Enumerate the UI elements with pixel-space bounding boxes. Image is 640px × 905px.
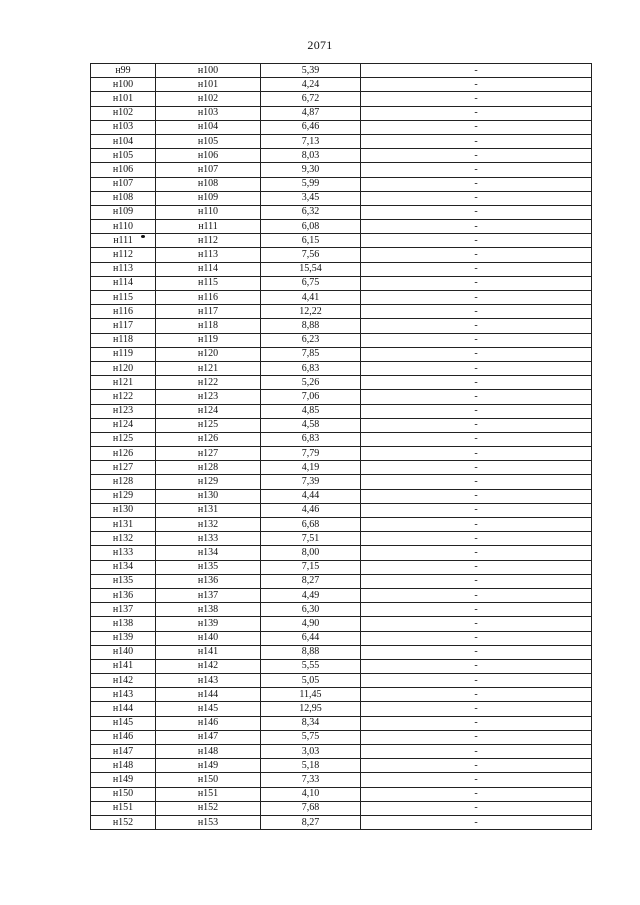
from-point-cell: н149	[91, 773, 156, 787]
from-point-cell: н128	[91, 475, 156, 489]
to-point-cell: н150	[156, 773, 261, 787]
table-row	[91, 518, 592, 532]
table-row	[91, 376, 592, 390]
note-cell: -	[361, 702, 592, 716]
table-row	[91, 801, 592, 815]
to-point-cell: н120	[156, 347, 261, 361]
to-point-cell: н133	[156, 532, 261, 546]
note-cell: -	[361, 815, 592, 829]
to-point-cell: н127	[156, 447, 261, 461]
distance-cell: 6,75	[261, 276, 361, 290]
note-cell: -	[361, 518, 592, 532]
from-point-cell: н110	[91, 220, 156, 234]
table-row	[91, 659, 592, 673]
distance-cell: 6,46	[261, 120, 361, 134]
from-point-cell: н150	[91, 787, 156, 801]
from-point-cell: н106	[91, 163, 156, 177]
table-row	[91, 220, 592, 234]
distance-cell: 6,30	[261, 603, 361, 617]
distance-cell: 4,58	[261, 418, 361, 432]
page-number: 2071	[307, 38, 333, 52]
distance-cell: 15,54	[261, 262, 361, 276]
to-point-cell: н102	[156, 92, 261, 106]
to-point-cell: н105	[156, 134, 261, 148]
note-cell: -	[361, 220, 592, 234]
distance-cell: 6,08	[261, 220, 361, 234]
note-cell: -	[361, 134, 592, 148]
distance-cell: 5,39	[261, 64, 361, 78]
note-cell: -	[361, 291, 592, 305]
from-point-cell: н118	[91, 333, 156, 347]
table-row	[91, 447, 592, 461]
table-row	[91, 603, 592, 617]
table-row	[91, 234, 592, 248]
from-point-cell: н129	[91, 489, 156, 503]
to-point-cell: н118	[156, 319, 261, 333]
note-cell: -	[361, 432, 592, 446]
from-point-cell: н103	[91, 120, 156, 134]
table-row	[91, 191, 592, 205]
to-point-cell: н122	[156, 376, 261, 390]
distance-cell: 8,03	[261, 149, 361, 163]
note-cell: -	[361, 475, 592, 489]
distance-cell: 8,88	[261, 645, 361, 659]
from-point-cell: н136	[91, 588, 156, 602]
note-cell: -	[361, 588, 592, 602]
note-cell: -	[361, 276, 592, 290]
from-point-cell: н119	[91, 347, 156, 361]
to-point-cell: н138	[156, 603, 261, 617]
distance-cell: 7,15	[261, 560, 361, 574]
to-point-cell: н128	[156, 461, 261, 475]
note-cell: -	[361, 532, 592, 546]
note-cell: -	[361, 730, 592, 744]
to-point-cell: н100	[156, 64, 261, 78]
from-point-cell: н99	[91, 64, 156, 78]
note-cell: -	[361, 418, 592, 432]
table-row	[91, 787, 592, 801]
to-point-cell: н116	[156, 291, 261, 305]
to-point-cell: н106	[156, 149, 261, 163]
distance-cell: 5,18	[261, 759, 361, 773]
note-cell: -	[361, 404, 592, 418]
table-row	[91, 319, 592, 333]
to-point-cell: н109	[156, 191, 261, 205]
note-cell: -	[361, 674, 592, 688]
to-point-cell: н149	[156, 759, 261, 773]
table-row	[91, 645, 592, 659]
from-point-cell: н137	[91, 603, 156, 617]
from-point-cell: н148	[91, 759, 156, 773]
table-row	[91, 134, 592, 148]
note-cell: -	[361, 333, 592, 347]
from-point-cell: н135	[91, 574, 156, 588]
note-cell: -	[361, 759, 592, 773]
to-point-cell: н141	[156, 645, 261, 659]
to-point-cell: н129	[156, 475, 261, 489]
note-cell: -	[361, 92, 592, 106]
note-cell: -	[361, 234, 592, 248]
from-point-cell: н122	[91, 390, 156, 404]
table-row	[91, 248, 592, 262]
from-point-cell: н107	[91, 177, 156, 191]
to-point-cell: н115	[156, 276, 261, 290]
note-cell: -	[361, 716, 592, 730]
to-point-cell: н153	[156, 815, 261, 829]
distance-cell: 4,10	[261, 787, 361, 801]
distance-cell: 6,68	[261, 518, 361, 532]
to-point-cell: н143	[156, 674, 261, 688]
note-cell: -	[361, 461, 592, 475]
from-point-cell: н125	[91, 432, 156, 446]
note-cell: -	[361, 64, 592, 78]
note-cell: -	[361, 447, 592, 461]
distance-cell: 5,75	[261, 730, 361, 744]
to-point-cell: н111	[156, 220, 261, 234]
note-cell: -	[361, 191, 592, 205]
to-point-cell: н130	[156, 489, 261, 503]
distance-cell: 4,46	[261, 503, 361, 517]
from-point-cell: н134	[91, 560, 156, 574]
from-point-cell: н113	[91, 262, 156, 276]
from-point-cell: н100	[91, 78, 156, 92]
note-cell: -	[361, 120, 592, 134]
distance-cell: 6,44	[261, 631, 361, 645]
distance-cell: 4,41	[261, 291, 361, 305]
note-cell: -	[361, 305, 592, 319]
from-point-cell: н108	[91, 191, 156, 205]
distance-cell: 11,45	[261, 688, 361, 702]
from-point-cell: н131	[91, 518, 156, 532]
to-point-cell: н131	[156, 503, 261, 517]
distance-cell: 4,90	[261, 617, 361, 631]
table-row	[91, 64, 592, 78]
note-cell: -	[361, 347, 592, 361]
distance-cell: 6,72	[261, 92, 361, 106]
table-row	[91, 432, 592, 446]
to-point-cell: н113	[156, 248, 261, 262]
distance-cell: 6,15	[261, 234, 361, 248]
distance-cell: 7,39	[261, 475, 361, 489]
distance-cell: 7,68	[261, 801, 361, 815]
distance-cell: 7,33	[261, 773, 361, 787]
table-row	[91, 404, 592, 418]
to-point-cell: н101	[156, 78, 261, 92]
table-row	[91, 120, 592, 134]
note-cell: -	[361, 376, 592, 390]
from-point-cell: н117	[91, 319, 156, 333]
from-point-cell: н141	[91, 659, 156, 673]
table-row	[91, 588, 592, 602]
from-point-cell: н145	[91, 716, 156, 730]
distance-cell: 7,13	[261, 134, 361, 148]
from-point-cell: н120	[91, 361, 156, 375]
table-row	[91, 475, 592, 489]
from-point-cell: н142	[91, 674, 156, 688]
distance-cell: 8,27	[261, 574, 361, 588]
to-point-cell: н119	[156, 333, 261, 347]
distance-cell: 7,06	[261, 390, 361, 404]
note-cell: -	[361, 489, 592, 503]
table-row	[91, 305, 592, 319]
distance-cell: 6,32	[261, 205, 361, 219]
table-row	[91, 674, 592, 688]
to-point-cell: н148	[156, 745, 261, 759]
note-cell: -	[361, 248, 592, 262]
table-row	[91, 560, 592, 574]
distance-cell: 4,87	[261, 106, 361, 120]
table-row	[91, 617, 592, 631]
to-point-cell: н137	[156, 588, 261, 602]
to-point-cell: н108	[156, 177, 261, 191]
note-cell: -	[361, 106, 592, 120]
to-point-cell: н146	[156, 716, 261, 730]
note-cell: -	[361, 787, 592, 801]
to-point-cell: н145	[156, 702, 261, 716]
from-point-cell: н133	[91, 546, 156, 560]
distance-cell: 8,27	[261, 815, 361, 829]
to-point-cell: н107	[156, 163, 261, 177]
table-row	[91, 759, 592, 773]
from-point-cell: н126	[91, 447, 156, 461]
note-cell: -	[361, 659, 592, 673]
note-cell: -	[361, 688, 592, 702]
table-body	[91, 64, 592, 830]
distance-cell: 7,79	[261, 447, 361, 461]
distance-cell: 12,22	[261, 305, 361, 319]
table-row	[91, 92, 592, 106]
distance-cell: 4,85	[261, 404, 361, 418]
to-point-cell: н132	[156, 518, 261, 532]
table-row	[91, 163, 592, 177]
table-row	[91, 574, 592, 588]
table-row	[91, 106, 592, 120]
table-row	[91, 390, 592, 404]
table-row	[91, 503, 592, 517]
from-point-cell: н140	[91, 645, 156, 659]
note-cell: -	[361, 390, 592, 404]
table-row	[91, 361, 592, 375]
table-row	[91, 262, 592, 276]
from-point-cell: н105	[91, 149, 156, 163]
to-point-cell: н114	[156, 262, 261, 276]
from-point-cell: н152	[91, 815, 156, 829]
to-point-cell: н104	[156, 120, 261, 134]
note-cell: -	[361, 361, 592, 375]
to-point-cell: н103	[156, 106, 261, 120]
from-point-cell: н112	[91, 248, 156, 262]
note-cell: -	[361, 773, 592, 787]
table-row	[91, 347, 592, 361]
to-point-cell: н136	[156, 574, 261, 588]
note-cell: -	[361, 631, 592, 645]
from-point-cell: н101	[91, 92, 156, 106]
table-row	[91, 773, 592, 787]
distance-cell: 6,83	[261, 432, 361, 446]
from-point-cell: н132	[91, 532, 156, 546]
note-cell: -	[361, 319, 592, 333]
note-cell: -	[361, 78, 592, 92]
note-cell: -	[361, 503, 592, 517]
distance-cell: 7,56	[261, 248, 361, 262]
from-point-cell: н109	[91, 205, 156, 219]
from-point-cell: н114	[91, 276, 156, 290]
distance-cell: 5,05	[261, 674, 361, 688]
table-row	[91, 815, 592, 829]
note-cell: -	[361, 574, 592, 588]
to-point-cell: н140	[156, 631, 261, 645]
distance-cell: 5,99	[261, 177, 361, 191]
to-point-cell: н123	[156, 390, 261, 404]
table-row	[91, 291, 592, 305]
from-point-cell: н104	[91, 134, 156, 148]
table-row	[91, 276, 592, 290]
distance-cell: 8,00	[261, 546, 361, 560]
to-point-cell: н125	[156, 418, 261, 432]
to-point-cell: н135	[156, 560, 261, 574]
table-row	[91, 716, 592, 730]
from-point-cell: н138	[91, 617, 156, 631]
table-row	[91, 177, 592, 191]
distance-cell: 6,83	[261, 361, 361, 375]
from-point-cell: н123	[91, 404, 156, 418]
distance-cell: 3,45	[261, 191, 361, 205]
table-row	[91, 745, 592, 759]
table-row	[91, 333, 592, 347]
to-point-cell: н134	[156, 546, 261, 560]
from-point-cell: н115	[91, 291, 156, 305]
note-cell: -	[361, 205, 592, 219]
note-cell: -	[361, 801, 592, 815]
table-row	[91, 631, 592, 645]
table-row	[91, 532, 592, 546]
note-cell: -	[361, 560, 592, 574]
to-point-cell: н147	[156, 730, 261, 744]
note-cell: -	[361, 149, 592, 163]
distance-cell: 4,44	[261, 489, 361, 503]
from-point-cell: н147	[91, 745, 156, 759]
table-row	[91, 205, 592, 219]
to-point-cell: н142	[156, 659, 261, 673]
to-point-cell: н112	[156, 234, 261, 248]
scan-speck	[141, 235, 145, 238]
to-point-cell: н139	[156, 617, 261, 631]
table-row	[91, 688, 592, 702]
note-cell: -	[361, 262, 592, 276]
to-point-cell: н144	[156, 688, 261, 702]
distance-cell: 5,26	[261, 376, 361, 390]
from-point-cell: н146	[91, 730, 156, 744]
distance-cell: 6,23	[261, 333, 361, 347]
distance-cell: 7,85	[261, 347, 361, 361]
to-point-cell: н151	[156, 787, 261, 801]
to-point-cell: н124	[156, 404, 261, 418]
distance-cell: 3,03	[261, 745, 361, 759]
from-point-cell: н111	[91, 234, 156, 248]
from-point-cell: н144	[91, 702, 156, 716]
distance-cell: 8,88	[261, 319, 361, 333]
note-cell: -	[361, 546, 592, 560]
distance-cell: 7,51	[261, 532, 361, 546]
to-point-cell: н152	[156, 801, 261, 815]
table-row	[91, 730, 592, 744]
table-row	[91, 149, 592, 163]
to-point-cell: н117	[156, 305, 261, 319]
distance-cell: 4,24	[261, 78, 361, 92]
table-row	[91, 461, 592, 475]
boundary-segments-table	[90, 63, 592, 830]
note-cell: -	[361, 163, 592, 177]
from-point-cell: н143	[91, 688, 156, 702]
to-point-cell: н121	[156, 361, 261, 375]
note-cell: -	[361, 745, 592, 759]
distance-cell: 5,55	[261, 659, 361, 673]
from-point-cell: н121	[91, 376, 156, 390]
note-cell: -	[361, 603, 592, 617]
distance-cell: 4,19	[261, 461, 361, 475]
table-row	[91, 702, 592, 716]
table-row	[91, 489, 592, 503]
from-point-cell: н130	[91, 503, 156, 517]
table-row	[91, 418, 592, 432]
from-point-cell: н127	[91, 461, 156, 475]
distance-cell: 12,95	[261, 702, 361, 716]
to-point-cell: н110	[156, 205, 261, 219]
from-point-cell: н139	[91, 631, 156, 645]
distance-cell: 9,30	[261, 163, 361, 177]
distance-cell: 4,49	[261, 588, 361, 602]
distance-cell: 8,34	[261, 716, 361, 730]
table-row	[91, 78, 592, 92]
note-cell: -	[361, 645, 592, 659]
note-cell: -	[361, 617, 592, 631]
from-point-cell: н124	[91, 418, 156, 432]
table-row	[91, 546, 592, 560]
note-cell: -	[361, 177, 592, 191]
from-point-cell: н116	[91, 305, 156, 319]
from-point-cell: н151	[91, 801, 156, 815]
to-point-cell: н126	[156, 432, 261, 446]
from-point-cell: н102	[91, 106, 156, 120]
